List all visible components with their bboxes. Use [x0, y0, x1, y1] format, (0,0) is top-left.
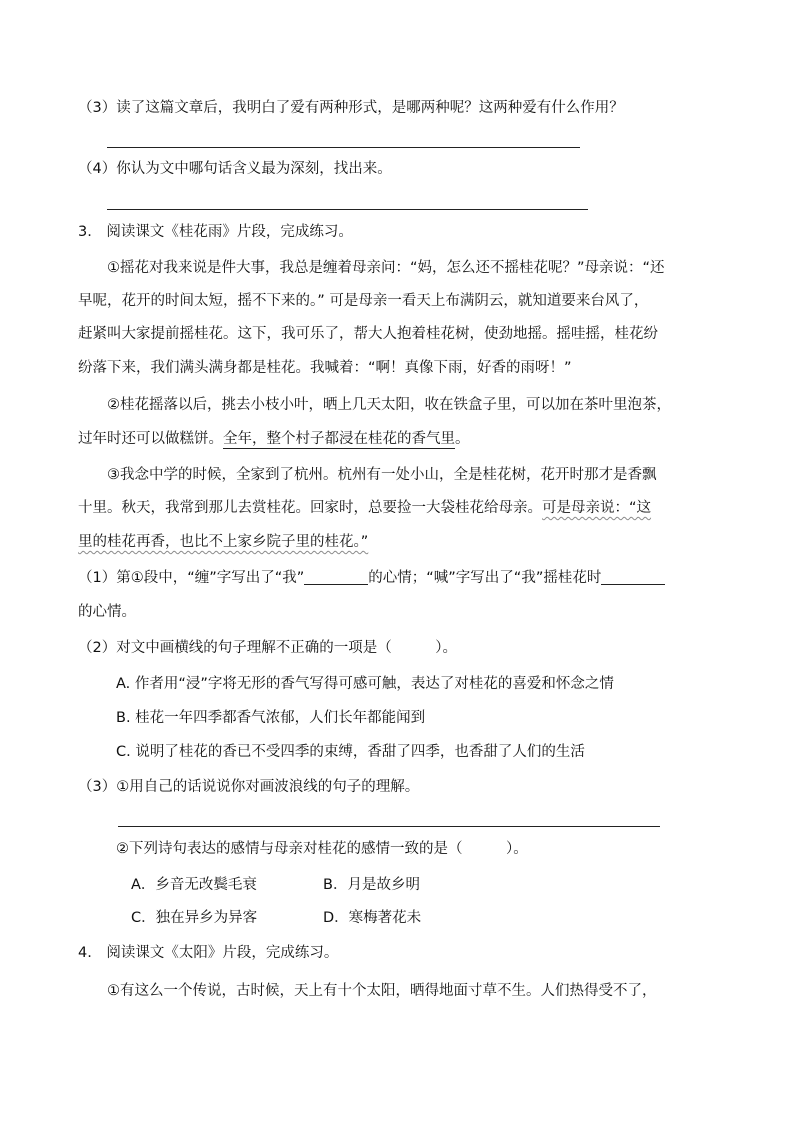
answer-blank-2-4[interactable]: [107, 209, 588, 210]
wavy-underlined-sentence-end: 里的桂花再香，也比不上家乡院子里的桂花。”: [78, 534, 369, 550]
fill-blank-2[interactable]: [601, 584, 665, 585]
sub-question-3-part-2: ②下列诗句表达的感情与母亲对桂花的感情一致的是（ ）。: [116, 841, 528, 857]
question-2-item-4: （4）你认为文中哪句话含义最为深刻，找出来。: [78, 161, 392, 177]
passage-paragraph-1-line-4: 纷落下来，我们满头满身都是桂花。我喊着：“啊！真像下雨，好香的雨呀！”: [78, 360, 572, 376]
poem-option-d[interactable]: D．寒梅著花未: [323, 910, 422, 926]
passage-paragraph-2-line-2: 过年时还可以做糕饼。全年，整个村子都浸在桂花的香气里。: [78, 431, 470, 447]
passage-paragraph-3-line-3: [78, 531, 368, 553]
poem-option-b[interactable]: B．月是故乡明: [323, 877, 420, 893]
wavy-underlined-sentence-start: 可是母亲说：“这: [542, 500, 652, 516]
question-2-item-3: （3）读了这篇文章后，我明白了爱有两种形式，是哪两种呢？这两种爱有什么作用？: [78, 100, 624, 116]
question-4-heading: 4. 阅读课文《太阳》片段，完成练习。: [78, 945, 339, 961]
fill-blank-1[interactable]: [304, 584, 368, 585]
option-b[interactable]: B. 桂花一年四季都香气浓郁，人们长年都能闻到: [116, 710, 426, 726]
sub-question-3-part-1: （3）①用自己的话说说你对画波浪线的句子的理解。: [78, 779, 420, 795]
answer-blank-3-3[interactable]: [118, 826, 660, 827]
passage-paragraph-1-line-1: ①摇花对我来说是件大事，我总是缠着母亲问：“妈，怎么还不摇桂花呢？”母亲说：“还: [107, 260, 665, 276]
answer-blank-2-3[interactable]: [107, 147, 580, 148]
question-3-heading: 3. 阅读课文《桂花雨》片段，完成练习。: [78, 224, 353, 240]
poem-option-c[interactable]: C．独在异乡为异客: [131, 910, 258, 926]
option-c[interactable]: C. 说明了桂花的香已不受四季的束缚，香甜了四季，也香甜了人们的生活: [116, 744, 585, 760]
passage-paragraph-3-line-2: 十里。秋天，我常到那儿去赏桂花。回家时，总要捡一大袋桂花给母亲。可是母亲说：“这: [78, 500, 652, 516]
sub-question-2-stem: （2）对文中画横线的句子理解不正确的一项是（ ）。: [78, 640, 457, 656]
sub-question-1: （1）第①段中，“缠”字写出了“我” 的心情；“喊”字写出了“我”摇桂花时: [78, 567, 665, 589]
passage-paragraph-1-line-2: 早呢，花开的时间太短，摇不下来的。” 可是母亲一看天上布满阴云，就知道要来台风了，: [78, 293, 649, 309]
sub-question-1-continued: 的心情。: [78, 604, 136, 620]
passage-paragraph-2-line-1: ②桂花摇落以后，挑去小枝小叶，晒上几天太阳，收在铁盒子里，可以加在茶叶里泡茶，: [107, 397, 671, 413]
passage-paragraph-3-line-1: ③我念中学的时候，全家到了杭州。杭州有一处小山，全是桂花树，花开时那才是香飘: [107, 467, 657, 483]
passage-paragraph-1-line-3: 赶紧叫大家提前摇桂花。这下，我可乐了，帮大人抱着桂花树，使劲地摇。摇哇摇，桂花纷: [78, 326, 658, 342]
underlined-sentence: 全年，整个村子都浸在桂花的香气里: [223, 431, 455, 447]
option-a[interactable]: A. 作者用“浸”字将无形的香气写得可感可触，表达了对桂花的喜爱和怀念之情: [116, 676, 614, 692]
poem-option-a[interactable]: A．乡音无改鬓毛衰: [131, 877, 257, 893]
question-4-paragraph-1-line-1: ①有这么一个传说，古时候，天上有十个太阳，晒得地面寸草不生。人们热得受不了，: [107, 983, 657, 999]
